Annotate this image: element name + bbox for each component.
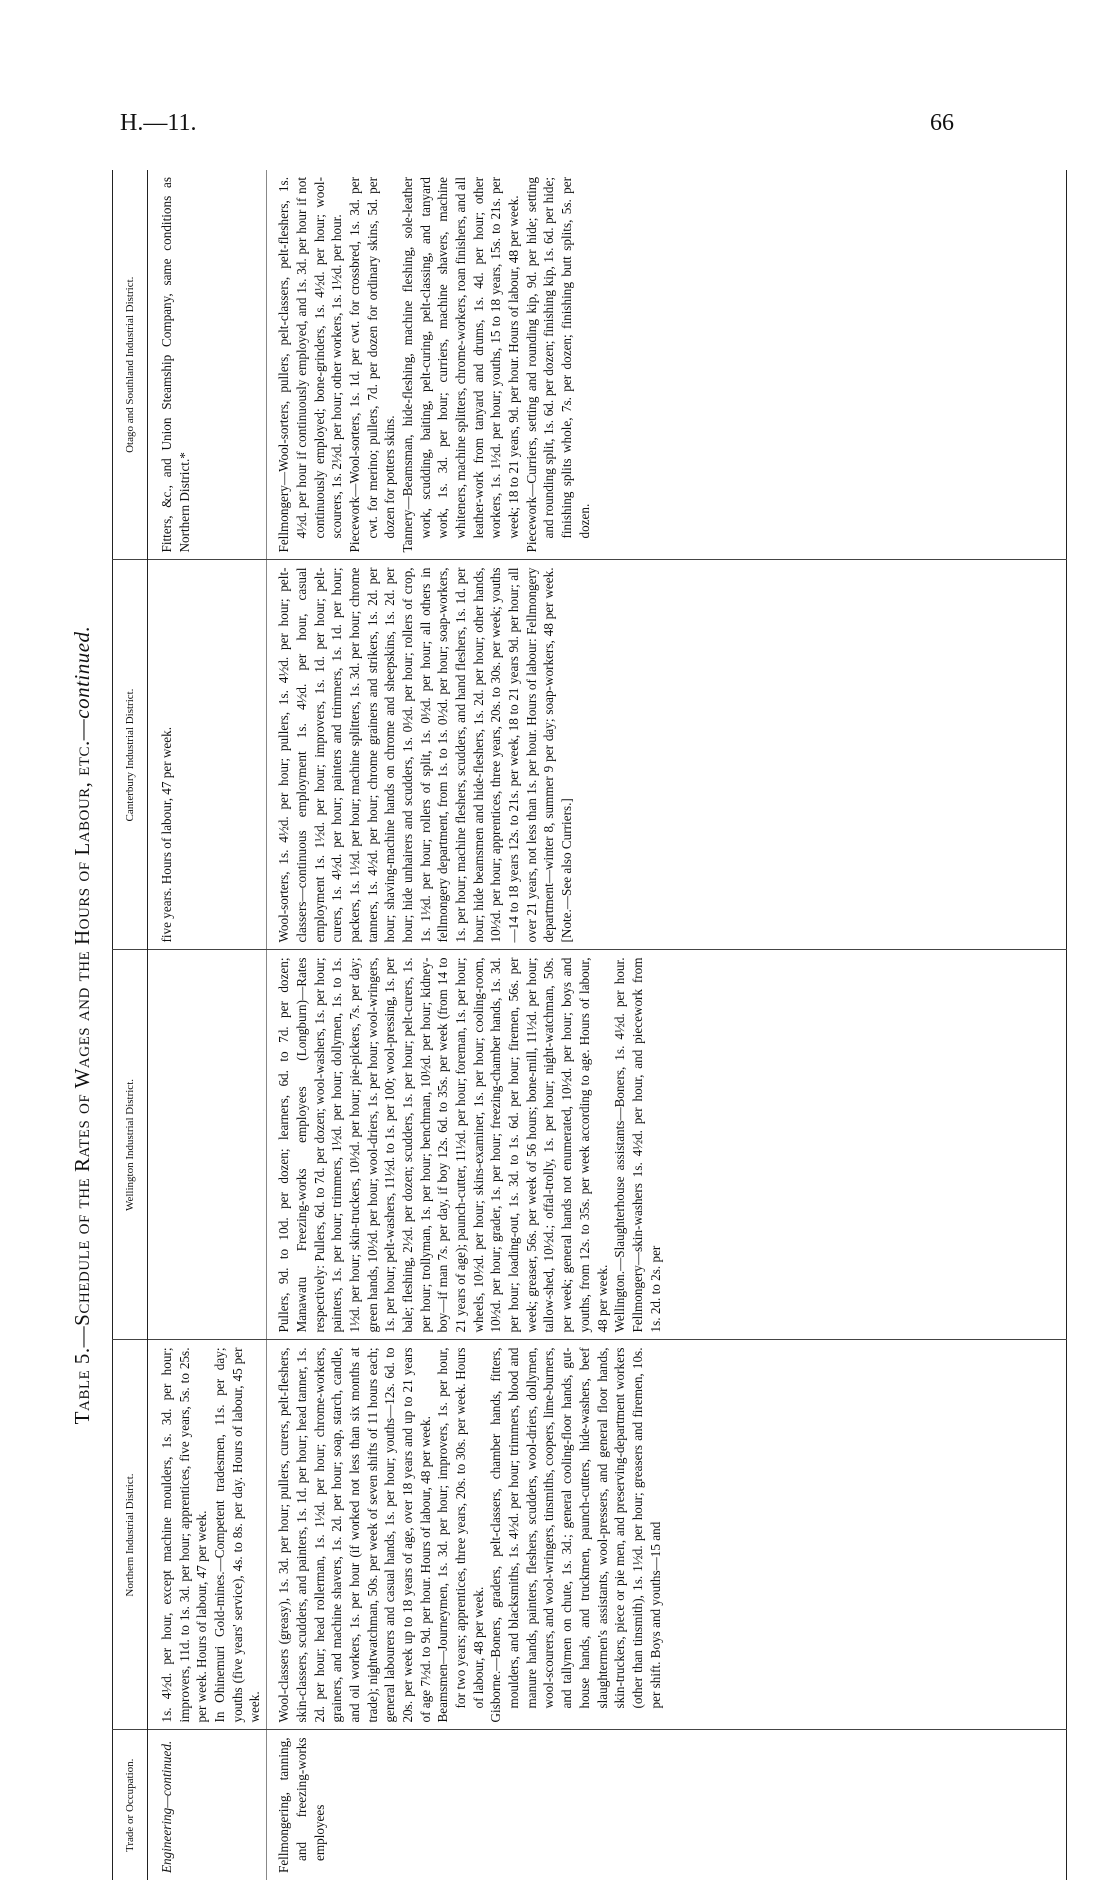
table-title (70, 170, 106, 1880)
wellington-cell (267, 950, 1067, 1340)
wellington-cell (148, 950, 267, 1340)
canterbury-cell (148, 560, 267, 950)
wage-paragraph: Wool-sorters, 1s. 4½d. per hour; pullers, 1s. 4½d. per hour; pelt-classers—continuous employment 1s. 4½d. per hour, casual employment 1s. 1½d. per hour; improvers, 1s. 1d. per hour; pelt-curers, 1s. 4½d. per hour; painters and trimmers, 1s. 1d. per hour; packers, 1s. 1½d. per hour; machine splitters, 1s. 3d. per hour; chrome tanners, 1s. 4½d. per hour; chrome grainers and strikers, 1s. 2d. per hour; shaving-machine hands on chrome and sheepskins, 1s. 2d. per hour; hide unhairers and scudders, 1s. 0½d. per hour; rollers of crop, 1s. 1½d. per hour; rollers of split, 1s. 0½d. per hour; all others in fellmongery department, from 1s. to 1s. 0½d. per hour; soap-workers, 1s. per hour; machine fleshers, scudders, and hand fleshers, 1s. 1d. per hour; hide beamsmen and hide-fleshers, 1s. 2d. per hour; other hands, 10½d. per hour; apprentices, three years, 20s. to 30s. per week; youths—14 to 18 years 12s. to 21s. per week, 18 to 21 years 9d. per hour; all over 21 years, not less than 1s. per hour. Hours of labour: Fellmongery department—winter 8, summer 9 per day; soap-workers, 48 per week. [Note.—See also Curriers.] (276, 567, 575, 943)
header-row (113, 170, 148, 1880)
wage-paragraph: Fellmongery—Wool-sorters, pullers, pelt-classers, pelt-fleshers, 1s. 4½d. per hour if continuously employed, and 1s. 3d. per hour if not continuously employed; bone-grinders, 1s. 4½d. per hour; wool-scourers, 1s. 2½d. per hour; other workers, 1s. 1½d. per hour. (276, 177, 345, 553)
table-title-suffix: continued. (70, 625, 94, 719)
header-otago: Otago and Southland Industrial District. (113, 170, 148, 560)
rotated-table-frame (70, 170, 1070, 1880)
wage-paragraph: five years. Hours of labour, 47 per week. (159, 726, 174, 943)
wage-paragraph: Wellington.—Slaughterhouse assistants—Boners, 1s. 4½d. per hour. Fellmongery—skin-washers 1s. 4½d. per hour, and piecework from 1s. 2d. to 2s. per (612, 957, 663, 1333)
wage-paragraph: Pullers, 9d. to 10d. per dozen; learners, 6d. to 7d. per dozen; Manawatu Freezing-works employees (Longburn)—Rates respectively: Pullers, 6d. to 7d. per dozen; wool-washers, 1s. per hour; painters, 1s. per hour; trimmers, 1½d. per hour; dollymen, 1s. to 1s. 1½d. per hour; skin-truckers, 10½d. per hour; pie-pickers, 7s. per day; green hands, 10½d. per hour; wool-driers, 1s. per hour; wool-wringers, 1s. per hour; pelt-washers, 11½d. to 1s. per 100; wool-pressing, 1s. per bale; fleshing, 2½d. per dozen; scudders, 1s. per hour; pelt-curers, 1s. per hour; trollyman, 1s. per hour; benchman, 10½d. per hour; kidney-boy—if man 7s. per day, if boy 12s. 6d. to 35s. per week (from 14 to 21 years of age); paunch-cutter, 11½d. per hour; foreman, 1s. per hour; wheels, 10½d. per hour; skins-examiner, 1s. per hour; cooling-room, 10½d. per hour; grader, 1s. per hour; freezing-chamber hands, 1s. 3d. per hour; loading-out, 1s. 3d. to 1s. 6d. per hour; firemen, 56s. per week; greaser, 56s. per week of 56 hours; bone-mill, 11½d. per hour; tallow-shed, 10½d.; offal-trolly, 1s. per hour; night-watchman, 50s. per week; general hands not enumerated, 10½d. per hour; boys and youths, from 12s. to 35s. per week according to age. Hours of labour, 48 per week. (276, 957, 610, 1333)
table-title-prefix: Table 5. (70, 1347, 94, 1425)
trade-cell (148, 1730, 267, 1880)
wage-paragraph: Piecework—Curriers, setting and rounding kip, 9d. per hide; setting and rounding split, 1s. 6d. per dozen; finishing kip, 1s. 6d. per hide; finishing splits whole, 7s. per dozen; finishing butt splits, 5s. per dozen. (523, 177, 592, 553)
page-reference: H.—11. (120, 110, 197, 136)
wage-paragraph: Fitters, &c., and Union Steamship Company, same conditions as Northern District.* (159, 177, 192, 553)
northern-cell (148, 1340, 267, 1730)
otago-cell (267, 170, 1067, 560)
northern-cell (267, 1340, 1067, 1730)
header-trade: Trade or Occupation. (113, 1730, 148, 1880)
trade-name: Fellmongering, tanning, and freezing-works employees (276, 1737, 327, 1873)
header-wellington: Wellington Industrial District. (113, 950, 148, 1340)
table-row-fellmongering (267, 170, 1067, 1880)
wage-paragraph: Tannery—Beamsman, hide-fleshing, machine fleshing, sole-leather work, scudding, baiting, pelt-curing, pelt-classing, and tanyard work, 1s. 3d. per hour; curriers, machine shavers, machine whiteners, machine splitters, chrome-workers, roan finishers, and all leather-work from tanyard and drums, 1s. 4d. per hour; other workers, 1s. 1½d. per hour; youths, 15 to 18 years, 15s. to 21s. per week; 18 to 21 years, 9d. per hour. Hours of labour, 48 per week. (399, 177, 522, 553)
wage-paragraph: Gisborne.—Boners, graders, pelt-classers, chamber hands, fitters, moulders, and blacksmiths, 1s. 4½d. per hour; trimmers, blood and manure hands, painters, fleshers, scudders, wool-driers, dollymen, wool-scourers, and wool-wringers, tinsmiths, coopers, lime-burners, and tallymen on chute, 1s. 3d.; general cooling-floor hands, gut-house hands, and truckmen, paunch-cutters, hide-washers, beef slaughtermen's assistants, wool-pressers, and general floor hands, skin-truckers, piece or pie men, and preserving-department workers (other than tinsmith), 1s. 1½d. per hour; greasers and firemen, 10s. per shift. Boys and youths—15 and (488, 1347, 663, 1723)
wage-paragraph: 1s. 4½d. per hour, except machine moulders, 1s. 3d. per hour; improvers, 11d. to 1s. 3d. per hour; apprentices, five years, 5s. to 25s. per week. Hours of labour, 47 per week. (159, 1347, 210, 1723)
header-canterbury: Canterbury Industrial District. (113, 560, 148, 950)
wage-paragraph: In Ohinemuri Gold-mines.—Competent tradesmen, 11s. per day; youths (five years' service), 4s. to 8s. per day. Hours of labour, 45 per week. (212, 1347, 263, 1723)
canterbury-cell (267, 560, 1067, 950)
page-number: 66 (930, 110, 954, 136)
trade-name: Engineering—continued. (159, 1740, 174, 1873)
wage-paragraph: Piecework—Wool-sorters, 1s. 1d. per cwt. for crossbred, 1s. 3d. per cwt. for merino; pullers, 7d. per dozen for ordinary skins, 5d. per dozen for potters skins. (346, 177, 398, 553)
wages-table (112, 170, 1067, 1880)
header-northern: Northern Industrial District. (113, 1340, 148, 1730)
table-row-engineering (148, 170, 267, 1880)
table-title-main: —Schedule of the Rates of Wages and the Hours of Labour, etc.— (70, 718, 94, 1348)
wage-paragraph: Beamsmen—Journeymen, 1s. 3d. per hour; improvers, 1s. per hour, for two years; apprentices, three years, 20s. to 30s. per week. Hours of labour, 48 per week. (435, 1347, 486, 1723)
otago-cell (148, 170, 267, 560)
trade-cell (267, 1730, 1067, 1880)
wage-paragraph: Wool-classers (greasy), 1s. 3d. per hour; pullers, curers, pelt-fleshers, skin-classers, scudders, and painters, 1s. 1d. per hour; head tanner, 1s. 2d. per hour; head rollerman, 1s. 1½d. per hour; chrome-workers, grainers, and machine shavers, 1s. 2d. per hour; soap, starch, candle, and oil workers, 1s. per hour (if worked not less than six months at trade); nightwatchman, 50s. per week of seven shifts of 11 hours each; general labourers and casual hands, 1s. per hour; youths—12s. 6d. to 20s. per week up to 18 years of age, over 18 years and up to 21 years of age 7½d. to 9d. per hour. Hours of labour, 48 per week. (276, 1347, 433, 1723)
